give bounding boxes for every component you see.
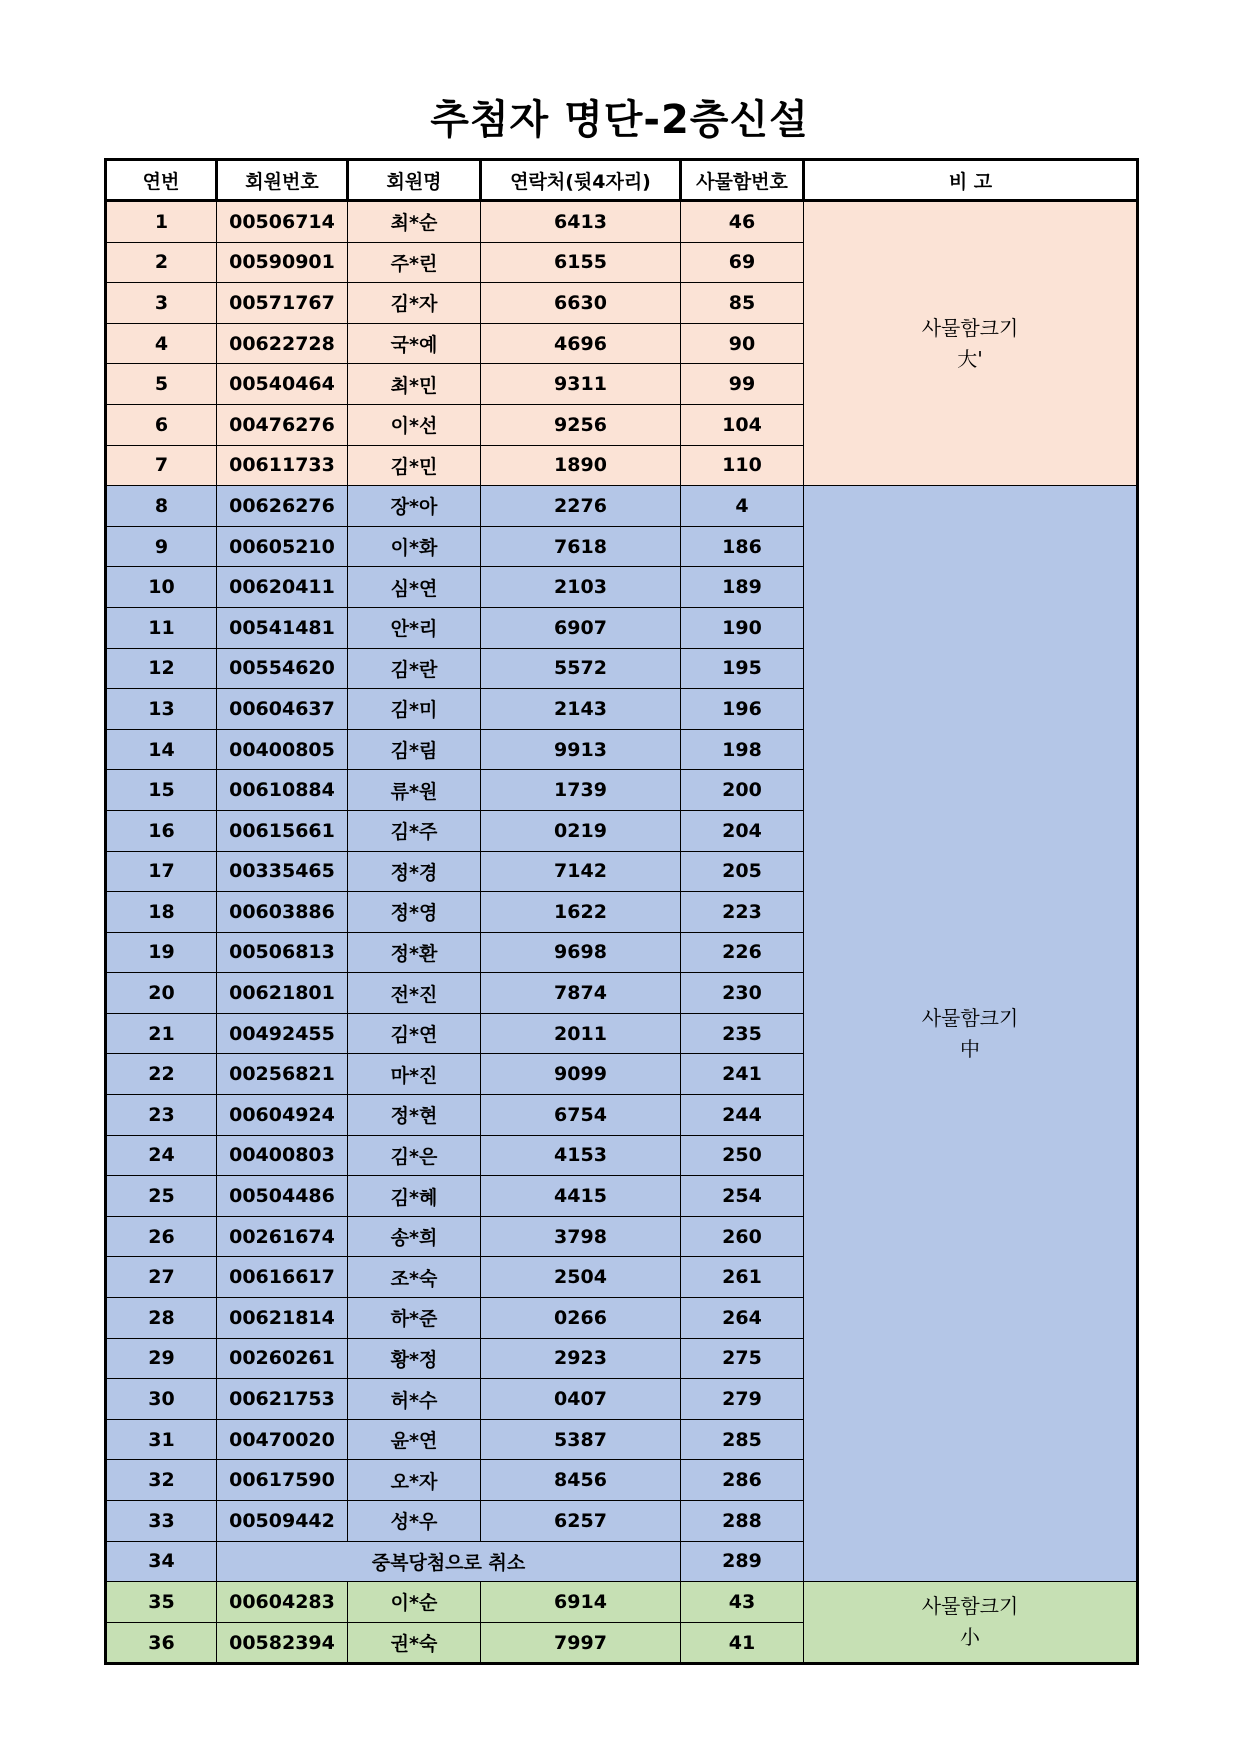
cell-name: 김*란 <box>348 648 481 689</box>
cell-phone: 6257 <box>481 1501 681 1542</box>
cell-locker: 226 <box>681 932 804 973</box>
cell-locker: 198 <box>681 729 804 770</box>
remark-line2: 大' <box>957 346 983 371</box>
cell-member-id: 00626276 <box>217 486 348 527</box>
cell-locker: 195 <box>681 648 804 689</box>
cell-no: 8 <box>106 486 217 527</box>
cell-name: 김*민 <box>348 445 481 486</box>
cell-locker: 205 <box>681 851 804 892</box>
cell-name: 조*숙 <box>348 1257 481 1298</box>
header-note: 비 고 <box>804 160 1138 201</box>
cell-member-id: 00604283 <box>217 1582 348 1623</box>
cell-phone: 6413 <box>481 201 681 243</box>
cell-member-id: 00506714 <box>217 201 348 243</box>
cell-member-id: 00620411 <box>217 567 348 608</box>
cell-locker: 261 <box>681 1257 804 1298</box>
cell-no: 2 <box>106 242 217 283</box>
cell-locker: 190 <box>681 607 804 648</box>
cell-phone: 9256 <box>481 404 681 445</box>
cell-member-id: 00604924 <box>217 1095 348 1136</box>
cell-phone: 0266 <box>481 1298 681 1339</box>
winner-table <box>104 158 1139 1665</box>
cell-phone: 2504 <box>481 1257 681 1298</box>
remark-line2: 小 <box>960 1625 980 1650</box>
cell-no: 3 <box>106 283 217 324</box>
cell-locker: 254 <box>681 1176 804 1217</box>
cell-no: 31 <box>106 1419 217 1460</box>
cell-name: 이*선 <box>348 404 481 445</box>
cell-phone: 2103 <box>481 567 681 608</box>
cell-locker: 230 <box>681 973 804 1014</box>
cell-name: 권*숙 <box>348 1622 481 1664</box>
cell-locker: 196 <box>681 689 804 730</box>
cell-member-id: 00604637 <box>217 689 348 730</box>
cell-no: 17 <box>106 851 217 892</box>
cell-phone: 2011 <box>481 1013 681 1054</box>
cell-locker: 46 <box>681 201 804 243</box>
cell-name: 김*연 <box>348 1013 481 1054</box>
cell-phone: 9099 <box>481 1054 681 1095</box>
cell-remark <box>804 201 1138 486</box>
cell-phone: 9913 <box>481 729 681 770</box>
cell-phone: 7142 <box>481 851 681 892</box>
cell-phone: 0407 <box>481 1379 681 1420</box>
cell-name: 심*연 <box>348 567 481 608</box>
cell-no: 13 <box>106 689 217 730</box>
remark-line2: 中 <box>960 1036 980 1061</box>
cell-remark <box>804 1582 1138 1664</box>
cell-member-id: 00622728 <box>217 323 348 364</box>
cell-no: 20 <box>106 973 217 1014</box>
cell-no: 7 <box>106 445 217 486</box>
cell-locker: 286 <box>681 1460 804 1501</box>
cell-no: 35 <box>106 1582 217 1623</box>
cell-no: 16 <box>106 810 217 851</box>
cell-phone: 9311 <box>481 364 681 405</box>
cell-name: 마*진 <box>348 1054 481 1095</box>
cell-member-id: 00582394 <box>217 1622 348 1664</box>
cell-member-id: 00554620 <box>217 648 348 689</box>
cell-phone: 6907 <box>481 607 681 648</box>
header-member-id: 회원번호 <box>217 160 348 201</box>
cell-name: 김*혜 <box>348 1176 481 1217</box>
cell-name: 최*순 <box>348 201 481 243</box>
cell-locker: 90 <box>681 323 804 364</box>
cell-no: 24 <box>106 1135 217 1176</box>
header-name: 회원명 <box>348 160 481 201</box>
cell-no: 14 <box>106 729 217 770</box>
cell-no: 21 <box>106 1013 217 1054</box>
cell-no: 9 <box>106 526 217 567</box>
cell-phone: 9698 <box>481 932 681 973</box>
cell-phone: 5572 <box>481 648 681 689</box>
cell-name: 윤*연 <box>348 1419 481 1460</box>
cell-name: 송*희 <box>348 1216 481 1257</box>
header-row <box>106 160 1138 201</box>
cell-phone: 2143 <box>481 689 681 730</box>
cell-no: 19 <box>106 932 217 973</box>
cell-name: 주*린 <box>348 242 481 283</box>
cell-phone: 6630 <box>481 283 681 324</box>
cell-member-id: 00540464 <box>217 364 348 405</box>
cell-locker: 104 <box>681 404 804 445</box>
cell-locker: 200 <box>681 770 804 811</box>
cell-name: 김*은 <box>348 1135 481 1176</box>
cell-phone: 6155 <box>481 242 681 283</box>
cell-no: 1 <box>106 201 217 243</box>
cell-phone: 8456 <box>481 1460 681 1501</box>
cell-locker: 186 <box>681 526 804 567</box>
cell-member-id: 00610884 <box>217 770 348 811</box>
cell-member-id: 00400805 <box>217 729 348 770</box>
cell-member-id: 00261674 <box>217 1216 348 1257</box>
cell-locker: 241 <box>681 1054 804 1095</box>
cell-name: 황*정 <box>348 1338 481 1379</box>
cell-member-id: 00621814 <box>217 1298 348 1339</box>
cell-locker: 235 <box>681 1013 804 1054</box>
cell-member-id: 00617590 <box>217 1460 348 1501</box>
cell-name: 김*미 <box>348 689 481 730</box>
cell-locker: 289 <box>681 1541 804 1582</box>
cell-phone: 4153 <box>481 1135 681 1176</box>
cell-member-id: 00616617 <box>217 1257 348 1298</box>
cell-phone: 4415 <box>481 1176 681 1217</box>
cell-no: 6 <box>106 404 217 445</box>
cell-locker: 189 <box>681 567 804 608</box>
cell-member-id: 00605210 <box>217 526 348 567</box>
cell-member-id: 00256821 <box>217 1054 348 1095</box>
cell-name: 정*경 <box>348 851 481 892</box>
cell-locker: 43 <box>681 1582 804 1623</box>
cell-name: 허*수 <box>348 1379 481 1420</box>
cell-name: 하*준 <box>348 1298 481 1339</box>
cell-member-id: 00470020 <box>217 1419 348 1460</box>
cell-phone: 7618 <box>481 526 681 567</box>
cell-no: 18 <box>106 892 217 933</box>
header-phone: 연락처(뒷4자리) <box>481 160 681 201</box>
cell-member-id: 00260261 <box>217 1338 348 1379</box>
header-no: 연번 <box>106 160 217 201</box>
remark-line1: 사물함크기 <box>921 315 1019 340</box>
cell-phone: 7874 <box>481 973 681 1014</box>
cell-name: 안*리 <box>348 607 481 648</box>
cell-no: 22 <box>106 1054 217 1095</box>
cell-locker: 264 <box>681 1298 804 1339</box>
table-row <box>106 1582 1138 1623</box>
cell-name: 류*원 <box>348 770 481 811</box>
cell-name: 성*우 <box>348 1501 481 1542</box>
cell-no: 27 <box>106 1257 217 1298</box>
cell-phone: 4696 <box>481 323 681 364</box>
cell-no: 26 <box>106 1216 217 1257</box>
cell-name: 정*영 <box>348 892 481 933</box>
cell-no: 4 <box>106 323 217 364</box>
cell-no: 28 <box>106 1298 217 1339</box>
cell-name: 김*주 <box>348 810 481 851</box>
cell-member-id: 00476276 <box>217 404 348 445</box>
cell-locker: 260 <box>681 1216 804 1257</box>
remark-line1: 사물함크기 <box>921 1594 1019 1619</box>
cell-phone: 2923 <box>481 1338 681 1379</box>
cell-name: 국*예 <box>348 323 481 364</box>
cell-no: 5 <box>106 364 217 405</box>
cell-no: 36 <box>106 1622 217 1664</box>
cell-merged-note: 중복당첨으로 취소 <box>217 1541 681 1582</box>
cell-phone: 1890 <box>481 445 681 486</box>
cell-no: 10 <box>106 567 217 608</box>
cell-member-id: 00541481 <box>217 607 348 648</box>
cell-member-id: 00492455 <box>217 1013 348 1054</box>
cell-member-id: 00506813 <box>217 932 348 973</box>
cell-member-id: 00590901 <box>217 242 348 283</box>
cell-locker: 223 <box>681 892 804 933</box>
cell-no: 30 <box>106 1379 217 1420</box>
cell-member-id: 00621753 <box>217 1379 348 1420</box>
cell-phone: 2276 <box>481 486 681 527</box>
cell-locker: 285 <box>681 1419 804 1460</box>
cell-member-id: 00615661 <box>217 810 348 851</box>
cell-locker: 69 <box>681 242 804 283</box>
cell-no: 23 <box>106 1095 217 1136</box>
page-title: 추첨자 명단-2층신설 <box>430 97 809 143</box>
cell-no: 34 <box>106 1541 217 1582</box>
cell-phone: 1739 <box>481 770 681 811</box>
cell-locker: 275 <box>681 1338 804 1379</box>
cell-name: 전*진 <box>348 973 481 1014</box>
cell-locker: 99 <box>681 364 804 405</box>
table-row <box>106 486 1138 527</box>
cell-member-id: 00603886 <box>217 892 348 933</box>
header-locker: 사물함번호 <box>681 160 804 201</box>
cell-phone: 7997 <box>481 1622 681 1664</box>
cell-phone: 3798 <box>481 1216 681 1257</box>
cell-no: 15 <box>106 770 217 811</box>
cell-member-id: 00400803 <box>217 1135 348 1176</box>
cell-no: 11 <box>106 607 217 648</box>
cell-member-id: 00621801 <box>217 973 348 1014</box>
cell-member-id: 00504486 <box>217 1176 348 1217</box>
cell-locker: 250 <box>681 1135 804 1176</box>
cell-no: 12 <box>106 648 217 689</box>
cell-phone: 1622 <box>481 892 681 933</box>
cell-locker: 41 <box>681 1622 804 1664</box>
cell-phone: 6914 <box>481 1582 681 1623</box>
cell-member-id: 00611733 <box>217 445 348 486</box>
cell-name: 정*현 <box>348 1095 481 1136</box>
cell-name: 최*민 <box>348 364 481 405</box>
table-row <box>106 201 1138 243</box>
cell-locker: 279 <box>681 1379 804 1420</box>
cell-phone: 6754 <box>481 1095 681 1136</box>
cell-name: 장*아 <box>348 486 481 527</box>
cell-locker: 85 <box>681 283 804 324</box>
cell-no: 29 <box>106 1338 217 1379</box>
cell-locker: 288 <box>681 1501 804 1542</box>
table-body <box>106 201 1138 1664</box>
cell-member-id: 00335465 <box>217 851 348 892</box>
cell-phone: 5387 <box>481 1419 681 1460</box>
cell-no: 32 <box>106 1460 217 1501</box>
cell-locker: 244 <box>681 1095 804 1136</box>
cell-member-id: 00509442 <box>217 1501 348 1542</box>
cell-member-id: 00571767 <box>217 283 348 324</box>
cell-no: 25 <box>106 1176 217 1217</box>
remark-line1: 사물함크기 <box>921 1005 1019 1030</box>
cell-name: 이*화 <box>348 526 481 567</box>
cell-locker: 4 <box>681 486 804 527</box>
cell-phone: 0219 <box>481 810 681 851</box>
cell-name: 김*림 <box>348 729 481 770</box>
cell-locker: 110 <box>681 445 804 486</box>
cell-locker: 204 <box>681 810 804 851</box>
cell-name: 정*환 <box>348 932 481 973</box>
cell-remark <box>804 486 1138 1582</box>
cell-name: 김*자 <box>348 283 481 324</box>
cell-name: 오*자 <box>348 1460 481 1501</box>
cell-name: 이*순 <box>348 1582 481 1623</box>
cell-no: 33 <box>106 1501 217 1542</box>
